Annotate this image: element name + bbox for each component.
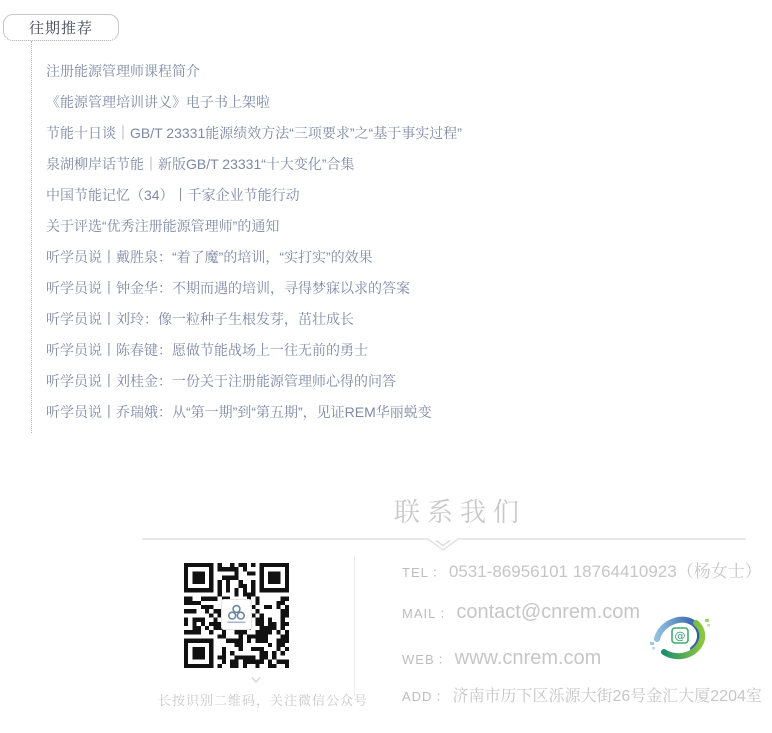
article-link[interactable]: 《能源管理培训讲义》电子书上架啦: [46, 94, 270, 110]
article-link[interactable]: 节能十日谈｜GB/T 23331能源绩效方法“三项要求”之“基于事实过程”: [46, 125, 462, 141]
tel-value: 0531-86956101 18764410923（杨女士）: [448, 562, 762, 581]
colon: ：: [437, 652, 451, 667]
article-link[interactable]: 听学员说丨钟金华：不期而遇的培训，寻得梦寐以求的答案: [46, 280, 410, 296]
article-link[interactable]: 听学员说丨刘桂金：一份关于注册能源管理师心得的问答: [46, 373, 396, 389]
article-link[interactable]: 听学员说丨陈春键：愿做节能战场上一往无前的勇士: [46, 342, 368, 358]
mail-value: contact@cnrem.com: [456, 601, 641, 623]
article-link[interactable]: 泉湖柳岸话节能｜新版GB/T 23331“十大变化”合集: [46, 156, 355, 172]
colon: ：: [439, 606, 453, 621]
qr-block: [184, 563, 289, 668]
article-link[interactable]: 关于评选“优秀注册能源管理师”的通知: [46, 218, 280, 234]
vertical-separator: [354, 556, 355, 696]
tel-label: TEL: [402, 565, 429, 580]
article-link[interactable]: 中国节能记忆（34）丨千家企业节能行动: [46, 187, 300, 203]
past-recommendations-tab: [3, 14, 119, 41]
qr-caption: 长按识别二维码，关注微信公众号: [158, 693, 369, 708]
article-link[interactable]: 听学员说丨戴胜泉：“着了魔”的培训，“实打实”的效果: [46, 249, 373, 265]
add-value: 济南市历下区泺源大街26号金汇大厦2204室: [452, 688, 762, 705]
three-circles-logo-icon: [223, 601, 250, 628]
contact-row-mail: [402, 601, 640, 624]
article-list: [46, 56, 462, 428]
qr-center-logo: [221, 599, 252, 630]
contact-heading: 联系我们: [394, 497, 527, 527]
contact-row-tel: [402, 557, 762, 582]
article-link[interactable]: 听学员说丨乔瑞娥：从“第一期”到“第五期”，见证REM华丽蜕变: [46, 404, 432, 420]
dotted-guide-line: [31, 41, 32, 433]
article-link[interactable]: 注册能源管理师课程简介: [46, 63, 200, 79]
web-value: www.cnrem.com: [454, 647, 602, 669]
colon: ：: [431, 565, 445, 580]
divider-with-notch: [142, 538, 748, 554]
cnrem-swoosh-at-logo: [648, 610, 712, 662]
tab-title: 往期推荐: [28, 20, 93, 37]
contact-row-web: [402, 647, 601, 670]
colon: ：: [435, 689, 449, 704]
article-link[interactable]: 听学员说丨刘玲：像一粒种子生根发芽，茁壮成长: [46, 311, 354, 327]
web-label: WEB: [402, 652, 435, 667]
chevron-down-icon: [250, 676, 262, 684]
svg-text:@: @: [674, 629, 686, 643]
mail-label: MAIL: [402, 606, 437, 621]
add-label: ADD: [402, 689, 433, 704]
contact-row-add: [402, 683, 762, 706]
